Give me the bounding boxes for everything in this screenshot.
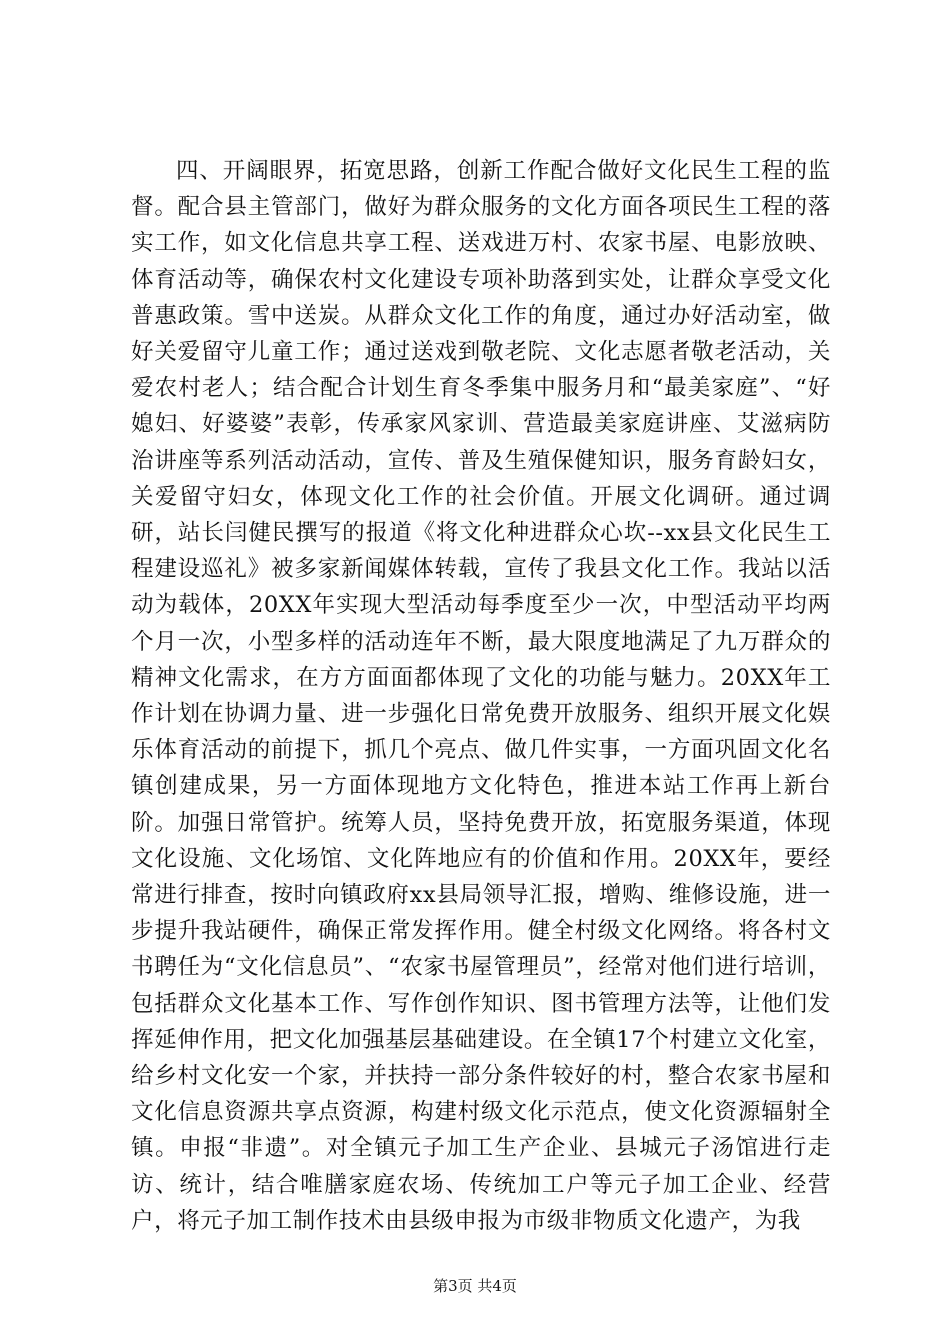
page-number-footer: 第3页 共4页 [433,1277,517,1295]
body-paragraph: 四、开阔眼界，拓宽思路，创新工作配合做好文化民生工程的监督。配合县主管部门，做好为群众服务的文化方面各项民生工程的落实工作，如文化信息共享工程、送戏进万村、农家书屋、电影放映、体育活动等，确保农村文化建设专项补助落到实处，让群众享受文化普惠政策。雪中送炭。从群众文化工作的角度，通过办好活动室，做好关爱留守儿童工作；通过送戏到敬老院、文化志愿者敬老活动，关爱农村老人；结合配合计划生育冬季集中服务月和“最美家庭”、“好媳妇、好婆婆”表彰，传承家风家训、营造最美家庭讲座、艾滋病防治讲座等系列活动活动，宣传、普及生殖保健知识，服务育龄妇女，关爱留守妇女，体现文化工作的社会价值。开展文化调研。通过调研，站长闫健民撰写的报道《将文化种进群众心坎--xx县文化民生工程建设巡礼》被多家新闻媒体转载，宣传了我县文化工作。我站以活动为载体，20XX年实现大型活动每季度至少一次，中型活动平均两个月一次，小型多样的活动连年不断，最大限度地满足了九万群众的精神文化需求，在方方面面都体现了文化的功能与魅力。20XX年工作计划在协调力量、进一步强化日常免费开放服务、组织开展文化娱乐体育活动的前提下，抓几个亮点、做几件实事，一方面巩固文化名镇创建成果，另一方面体现地方文化特色，推进本站工作再上新台阶。加强日常管护。统筹人员，坚持免费开放，拓宽服务渠道，体现文化设施、文化场馆、文化阵地应有的价值和作用。20XX年，要经常进行排查，按时向镇政府xx县局领导汇报，增购、维修设施，进一步提升我站硬件，确保正常发挥作用。健全村级文化网络。将各村文书聘任为“文化信息员”、“农家书屋管理员”，经常对他们进行培训，包括群众文化基本工作、写作创作知识、图书管理方法等，让他们发挥延伸作用，把文化加强基层基础建设。在全镇17个村建立文化室，给乡村文化安一个家，并扶持一部分条件较好的村，整合农家书屋和文化信息资源共享点资源，构建村级文化示范点，使文化资源辐射全镇。申报“非遗”。对全镇元子加工生产企业、县城元子汤馆进行走访、统计，结合唯膳家庭农场、传统加工户等元子加工企业、经营户，将元子加工制作技术由县级申报为市级非物质文化遗产，为我 [131,158,831,1234]
